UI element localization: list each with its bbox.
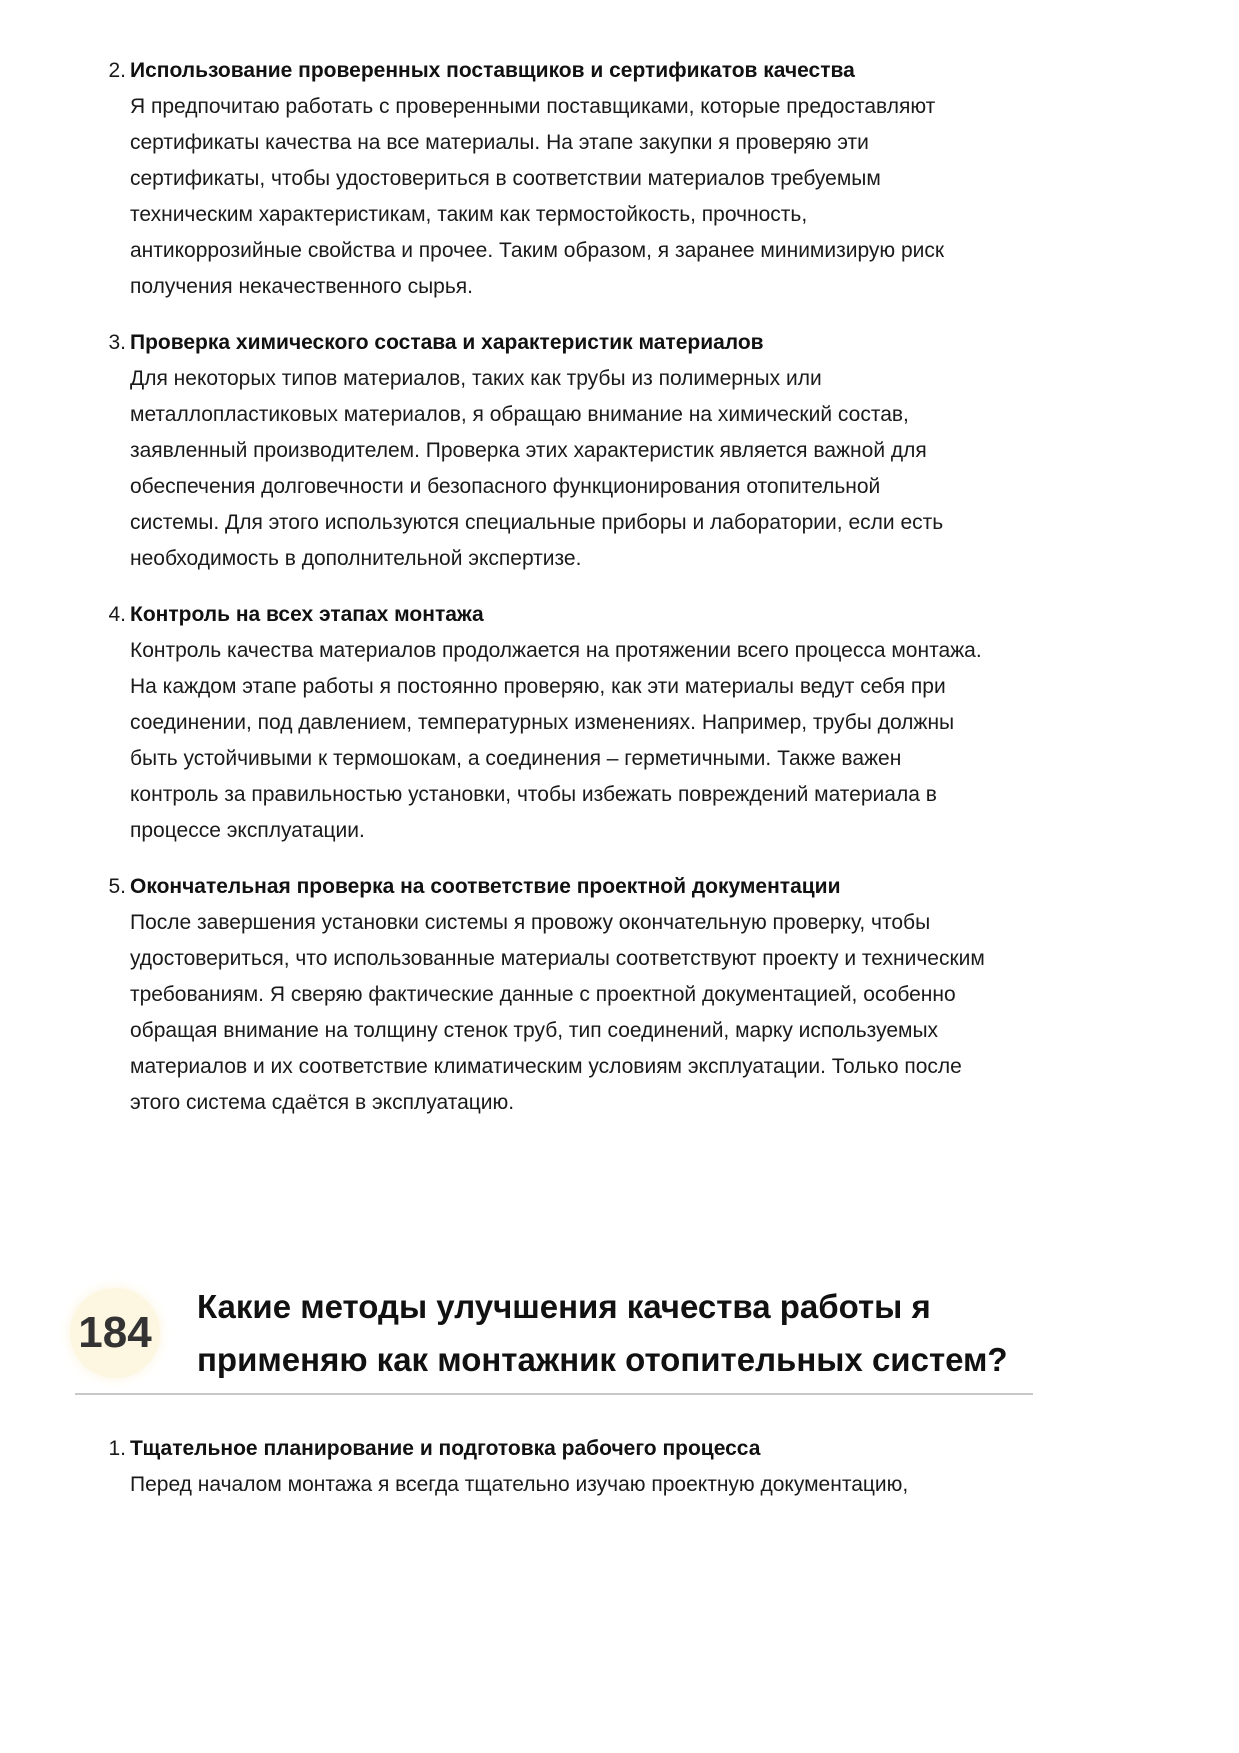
item-text-line: Для некоторых типов материалов, таких как трубы из полимерных или	[130, 367, 822, 390]
item-text-line: техническим характеристикам, таким как термостойкость, прочность,	[130, 203, 808, 226]
item-text-line: Я предпочитаю работать с проверенными поставщиками, которые предоставляют	[130, 95, 936, 118]
item-title: Проверка химического состава и характеристик материалов	[130, 331, 764, 354]
item-text-line: материалов и их соответствие климатическим условиям эксплуатации. Только после	[130, 1055, 962, 1078]
item-title: Окончательная проверка на соответствие проектной документации	[130, 875, 841, 898]
item-text-line: необходимость в дополнительной экспертизе.	[130, 547, 582, 570]
list-number: 3.	[108, 331, 126, 354]
item-text-line: этого система сдаётся в эксплуатацию.	[130, 1091, 515, 1114]
list-number: 2.	[108, 59, 126, 82]
answer-list	[0, 1431, 1239, 1523]
question-heading	[197, 1280, 1008, 1386]
item-text-line: получения некачественного сырья.	[130, 275, 473, 298]
item-title: Тщательное планирование и подготовка рабочего процесса	[130, 1437, 761, 1460]
item-text-line: Контроль качества материалов продолжается на протяжении всего процесса монтажа.	[130, 639, 982, 662]
item-text-line: сертификаты качества на все материалы. На этапе закупки я проверяю эти	[130, 131, 869, 154]
list-item	[0, 597, 1239, 849]
list-item	[0, 53, 1239, 305]
item-text-line: заявленный производителем. Проверка этих характеристик является важной для	[130, 439, 927, 462]
item-text-line: сертификаты, чтобы удостовериться в соответствии материалов требуемым	[130, 167, 881, 190]
heading-line: Какие методы улучшения качества работы я	[197, 1288, 931, 1325]
question-number-badge	[70, 1288, 160, 1378]
item-text-line: соединении, под давлением, температурных изменениях. Например, трубы должны	[130, 711, 955, 734]
item-text-line: удостовериться, что использованные материалы соответствуют проекту и техническим	[130, 947, 985, 970]
list-number: 5.	[108, 875, 126, 898]
item-text-line: процессе эксплуатации.	[130, 819, 365, 842]
item-text-line: Перед началом монтажа я всегда тщательно изучаю проектную документацию,	[130, 1473, 909, 1496]
item-text-line: контроль за правильностью установки, чтобы избежать повреждений материала в	[130, 783, 937, 806]
list-number: 1.	[108, 1437, 126, 1460]
heading-line: применяю как монтажник отопительных систем?	[197, 1341, 1008, 1378]
list-item	[0, 325, 1239, 577]
item-text-line: быть устойчивыми к термошокам, а соединения – герметичными. Также важен	[130, 747, 902, 770]
heading-divider	[75, 1393, 1033, 1395]
list-item	[0, 869, 1239, 1121]
item-text-line: металлопластиковых материалов, я обращаю внимание на химический состав,	[130, 403, 909, 426]
item-text-line: антикоррозийные свойства и прочее. Таким образом, я заранее минимизирую риск	[130, 239, 945, 262]
item-text-line: обращая внимание на толщину стенок труб, тип соединений, марку используемых	[130, 1019, 939, 1042]
list-item	[0, 1431, 1239, 1503]
item-title: Контроль на всех этапах монтажа	[130, 603, 484, 626]
item-text-line: системы. Для этого используются специальные приборы и лаборатории, если есть	[130, 511, 944, 534]
item-text-line: обеспечения долговечности и безопасного функционирования отопительной	[130, 475, 881, 498]
answer-list	[0, 53, 1239, 1141]
item-text-line: После завершения установки системы я провожу окончательную проверку, чтобы	[130, 911, 931, 934]
list-number: 4.	[108, 603, 126, 626]
item-title: Использование проверенных поставщиков и сертификатов качества	[130, 59, 855, 82]
item-text-line: требованиям. Я сверяю фактические данные с проектной документацией, особенно	[130, 983, 956, 1006]
item-text-line: На каждом этапе работы я постоянно проверяю, как эти материалы ведут себя при	[130, 675, 946, 698]
question-number: 184	[78, 1308, 152, 1357]
